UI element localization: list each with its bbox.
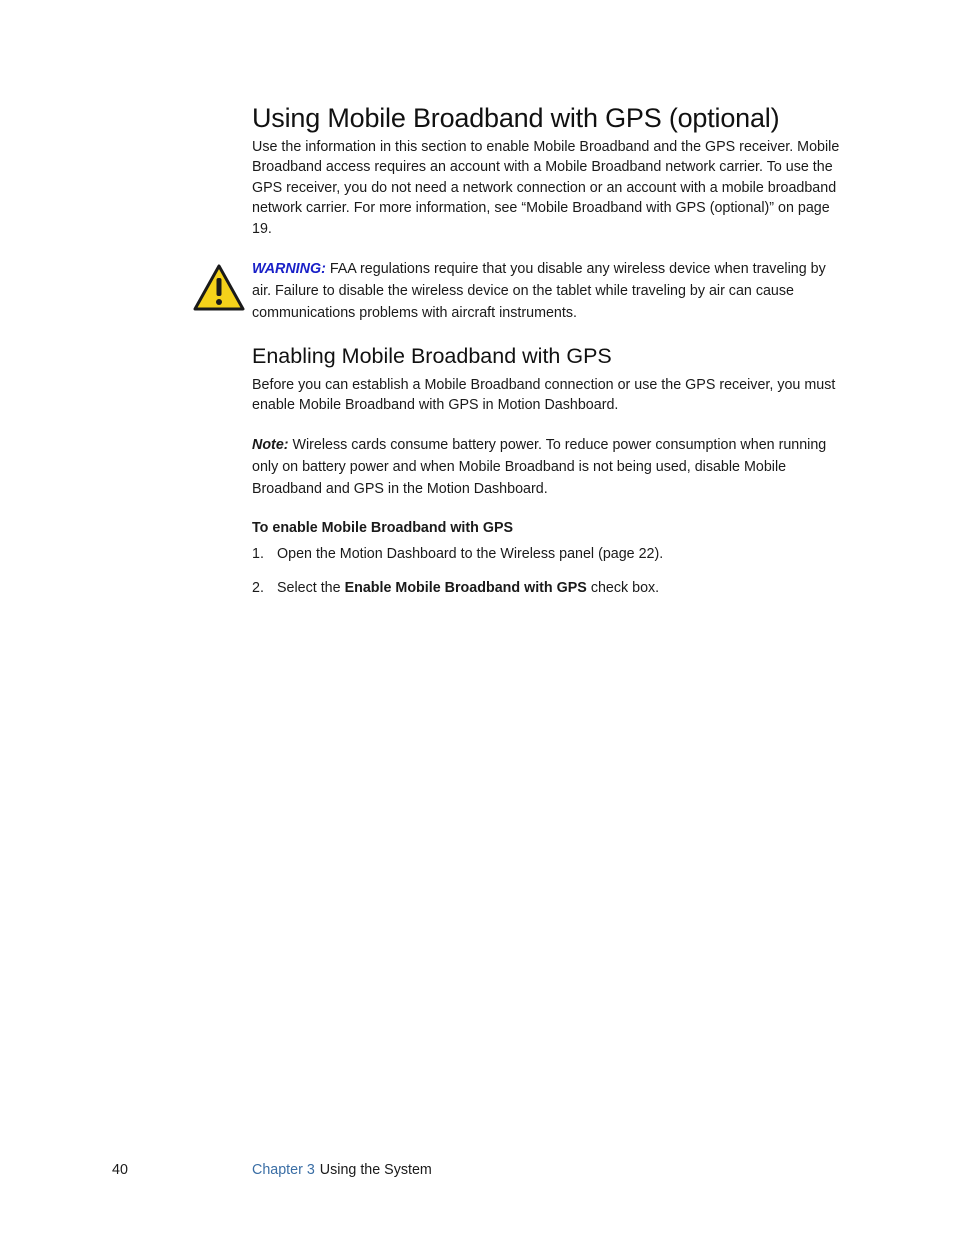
step-text-pre: Select the: [277, 580, 345, 596]
procedure-step: [252, 544, 663, 564]
note-label: Note:: [252, 437, 289, 453]
section-heading: Using Mobile Broadband with GPS (optional): [252, 103, 780, 133]
step-text-post: check box.: [586, 580, 660, 596]
step-text: Open the Motion Dashboard to the Wireless panel (page 22).: [277, 546, 664, 562]
page-number: 40: [112, 1162, 128, 1178]
warning-label: WARNING:: [252, 261, 326, 277]
warning-triangle-icon: [192, 263, 246, 312]
footer: [252, 1162, 432, 1178]
step-number: 2.: [252, 580, 264, 596]
warning-text: FAA regulations require that you disable any wireless device when traveling by air. Failure to disable the wireless device on the tablet while traveling by air can cause communications problems with aircraft instruments.: [252, 261, 826, 321]
subsection-heading: Enabling Mobile Broadband with GPS: [252, 344, 612, 368]
procedure-step: [252, 578, 659, 598]
procedure-title: To enable Mobile Broadband with GPS: [252, 520, 514, 536]
step-text-bold: Enable Mobile Broadband with GPS: [344, 580, 587, 596]
intro-paragraph: Use the information in this section to enable Mobile Broadband and the GPS receiver. Mobile Broadband access requires an account with a Mobile Broadband network carrier. To use the GPS receiver, you do not need a network connection or an account with a mobile broadband network carrier. For more information, see “Mobile Broadband with GPS (optional)” on page 19.: [252, 139, 840, 237]
step-number: 1.: [252, 546, 264, 562]
note-text: Wireless cards consume battery power. To reduce power consumption when running only on battery power and when Mobile Broadband is not being used, disable Mobile Broadband and GPS in the Motion Dashboard.: [252, 437, 827, 497]
note-paragraph: [252, 434, 846, 500]
body-paragraph: Before you can establish a Mobile Broadband connection or use the GPS receiver, you must enable Mobile Broadband with GPS in Motion Dashboard.: [252, 377, 836, 414]
footer-title: Using the System: [319, 1162, 432, 1178]
warning-paragraph: [252, 258, 846, 324]
footer-chapter: Chapter 3: [252, 1162, 315, 1178]
